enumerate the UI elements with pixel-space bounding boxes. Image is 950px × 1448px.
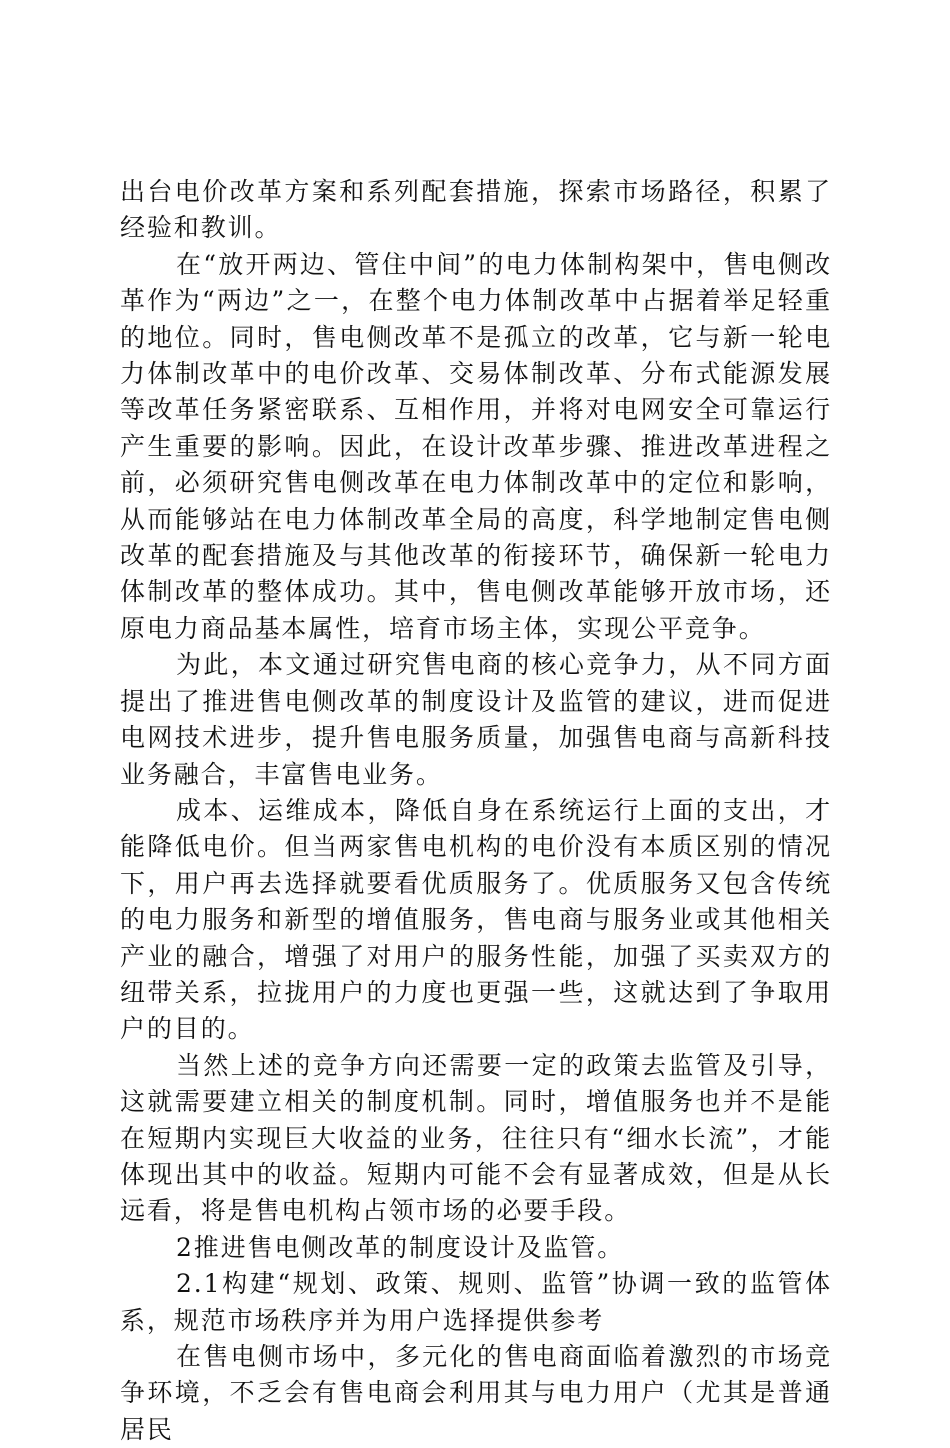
- paragraph-policy-guidance: 当然上述的竞争方向还需要一定的政策去监管及引导，这就需要建立相关的制度机制。同时，增值服务也并不是能在短期内实现巨大收益的业务，往往只有“细水长流”，才能体现出其中的收益。短期内可能不会有显著成效，但是从长远看，将是售电机构占领市场的必要手段。: [120, 1050, 832, 1226]
- paragraph-reform-framework: 在“放开两边、管住中间”的电力体制构架中，售电侧改革作为“两边”之一，在整个电力体制改革中占据着举足轻重的地位。同时，售电侧改革不是孤立的改革，它与新一轮电力体制改革中的电价改革、交易体制改革、分布式能源发展等改革任务紧密联系、互相作用，并将对电网安全可靠运行产生重要的影响。因此，在设计改革步骤、推进改革进程之前，必须研究售电侧改革在电力体制改革中的定位和影响，从而能够站在电力体制改革全局的高度，科学地制定售电侧改革的配套措施及与其他改革的衔接环节，确保新一轮电力体制改革的整体成功。其中，售电侧改革能够开放市场，还原电力商品基本属性，培育市场主体，实现公平竞争。: [120, 249, 832, 643]
- section-heading-2: 2推进售电侧改革的制度设计及监管。: [176, 1232, 625, 1262]
- paragraph-cost-service: 成本、运维成本，降低自身在系统运行上面的支出，才能降低电价。但当两家售电机构的电价没有本质区别的情况下，用户再去选择就要看优质服务了。优质服务又包含传统的电力服务和新型的增值服务，售电商与服务业或其他相关产业的融合，增强了对用户的服务性能，加强了买卖双方的纽带关系，拉拢用户的力度也更强一些，这就达到了争取用户的目的。: [120, 795, 832, 1044]
- paragraph-market-competition: 在售电侧市场中，多元化的售电商面临着激烈的市场竞争环境，不乏会有售电商会利用其与电力用户（尤其是普通居民: [120, 1342, 832, 1444]
- paragraph-purpose: 为此，本文通过研究售电商的核心竞争力，从不同方面提出了推进售电侧改革的制度设计及监管的建议，进而促进电网技术进步，提升售电服务质量，加强售电商与高新科技业务融合，丰富售电业务。: [120, 650, 832, 789]
- document-body: [120, 174, 832, 1448]
- paragraph-continuation: 出台电价改革方案和系列配套措施，探索市场路径，积累了经验和教训。: [120, 177, 832, 243]
- section-heading-2-1: 2.1构建“规划、政策、规则、监管”协调一致的监管体系，规范市场秩序并为用户选择提供参考: [120, 1269, 832, 1335]
